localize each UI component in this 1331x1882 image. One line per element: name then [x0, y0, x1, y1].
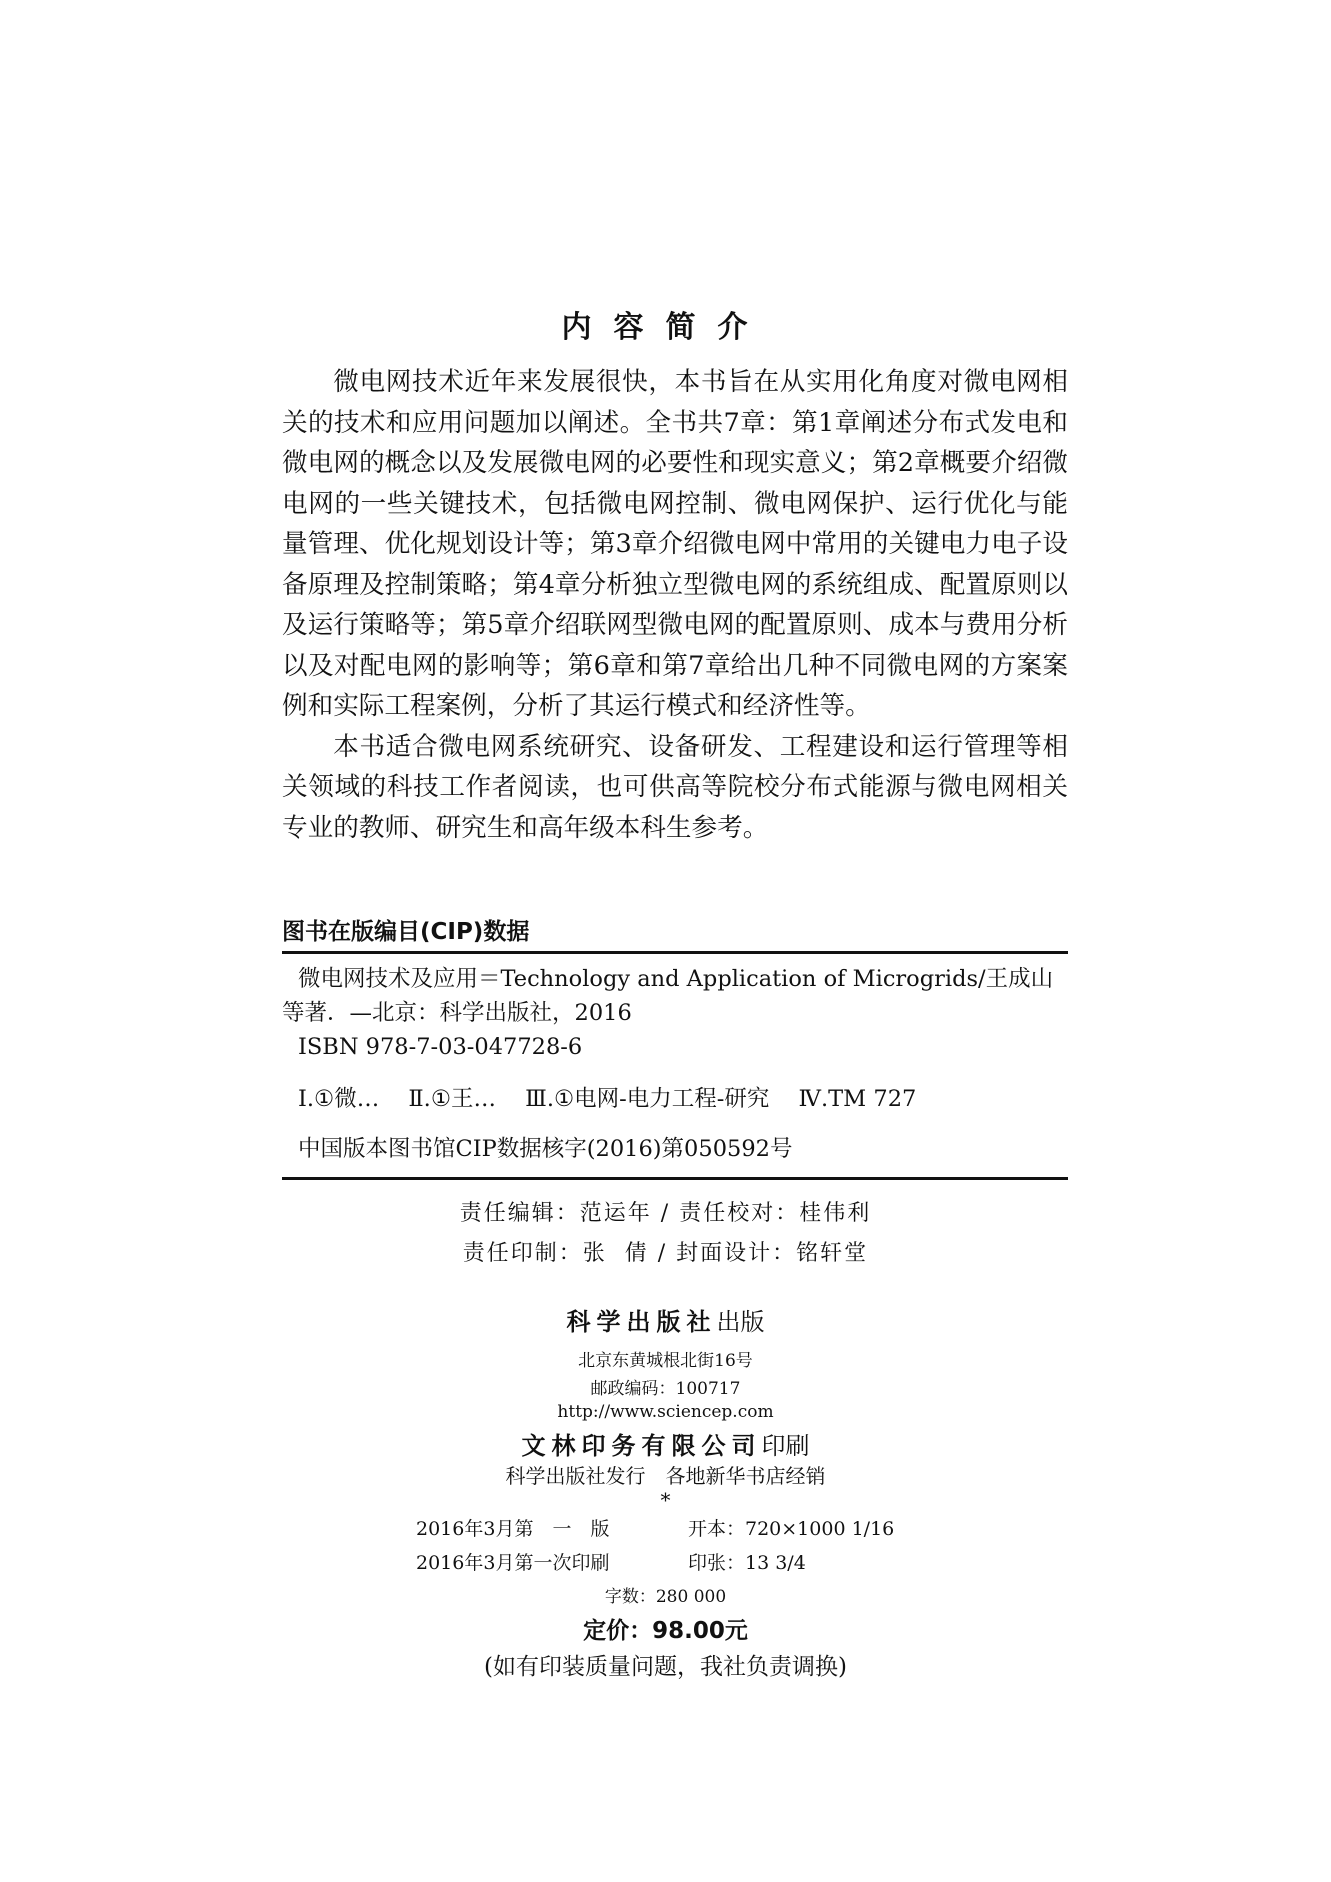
publisher-suffix: 出版 — [716, 1308, 765, 1336]
cip-classification — [298, 1082, 1068, 1116]
summary-paragraph: 本书适合微电网系统研究、设备研发、工程建设和运行管理等相关领域的科技工作者阅读，也可供高等院校分布式能源与微电网相关专业的教师、研究生和高年级本科生参考。 — [282, 731, 1068, 843]
publisher-address: 北京东黄城根北街16号 — [578, 1351, 753, 1371]
format-info: 开本：720×1000 1/16 — [688, 1518, 895, 1540]
staff-editors: 责任编辑：范运年 / 责任校对：桂伟利 — [459, 1201, 872, 1226]
publisher-line — [0, 1302, 1331, 1337]
summary-body — [282, 362, 1068, 848]
cip-isbn: ISBN 978-7-03-047728-6 — [298, 1034, 583, 1060]
summary-title: 内容简介 — [561, 310, 770, 345]
separator-mark: * — [660, 1488, 671, 1512]
summary-paragraph: 微电网技术近年来发展很快，本书旨在从实用化角度对微电网相关的技术和应用问题加以阐述。全书共7章：第1章阐述分布式发电和微电网的概念以及发展微电网的必要性和现实意义；第2章概要介绍微电网的一些关键技术，包括微电网控制、微电网保护、运行优化与能量管理、优化规划设计等；第3章介绍微电网中常用的关键电力电子设备原理及控制策略；第4章分析独立型微电网的系统组成、配置原则以及运行策略等；第5章介绍联网型微电网的配置原则、成本与费用分析以及对配电网的影响等；第6章和第7章给出几种不同微电网的方案案例和实际工程案例，分析了其运行模式和经济性等。 — [282, 367, 1068, 721]
printer-line — [0, 1426, 1331, 1461]
cip-class-item: Ⅰ.①微… — [298, 1086, 380, 1112]
distribution-line: 科学出版社发行 各地新华书店经销 — [505, 1464, 826, 1488]
edition-info: 2016年3月第 一 版 — [416, 1518, 610, 1540]
staff-production: 责任印制：张 倩 / 封面设计：铭轩堂 — [462, 1241, 869, 1266]
cip-class-item: Ⅱ.①王… — [408, 1086, 496, 1112]
cip-bottom-rule — [282, 1177, 1068, 1180]
printing-info: 2016年3月第一次印刷 — [416, 1552, 610, 1574]
cip-approval-number: 中国版本图书馆CIP数据核字(2016)第050592号 — [298, 1136, 793, 1162]
price: 定价：98.00元 — [583, 1618, 748, 1644]
printer-name: 文林印务有限公司 — [521, 1431, 762, 1460]
printer-suffix: 印刷 — [761, 1432, 810, 1460]
cip-heading: 图书在版编目(CIP)数据 — [282, 919, 530, 945]
cip-top-rule — [282, 951, 1068, 954]
cip-title-line: 微电网技术及应用＝Technology and Application of Microgrids/王成山 — [298, 966, 1054, 992]
cip-class-item: Ⅳ.TM 727 — [798, 1086, 917, 1112]
publisher-url: http://www.sciencep.com — [557, 1402, 774, 1422]
sheets-info: 印张：13 3/4 — [688, 1552, 806, 1574]
publisher-postcode: 邮政编码：100717 — [590, 1379, 741, 1399]
word-count: 字数：280 000 — [604, 1587, 727, 1607]
cip-class-item: Ⅲ.①电网-电力工程-研究 — [525, 1086, 770, 1112]
quality-note: (如有印装质量问题，我社负责调换) — [484, 1654, 847, 1680]
cip-author-line: 等著．—北京：科学出版社，2016 — [282, 1000, 632, 1026]
publisher-name: 科学出版社 — [566, 1307, 717, 1336]
cip-record — [282, 962, 1068, 1064]
